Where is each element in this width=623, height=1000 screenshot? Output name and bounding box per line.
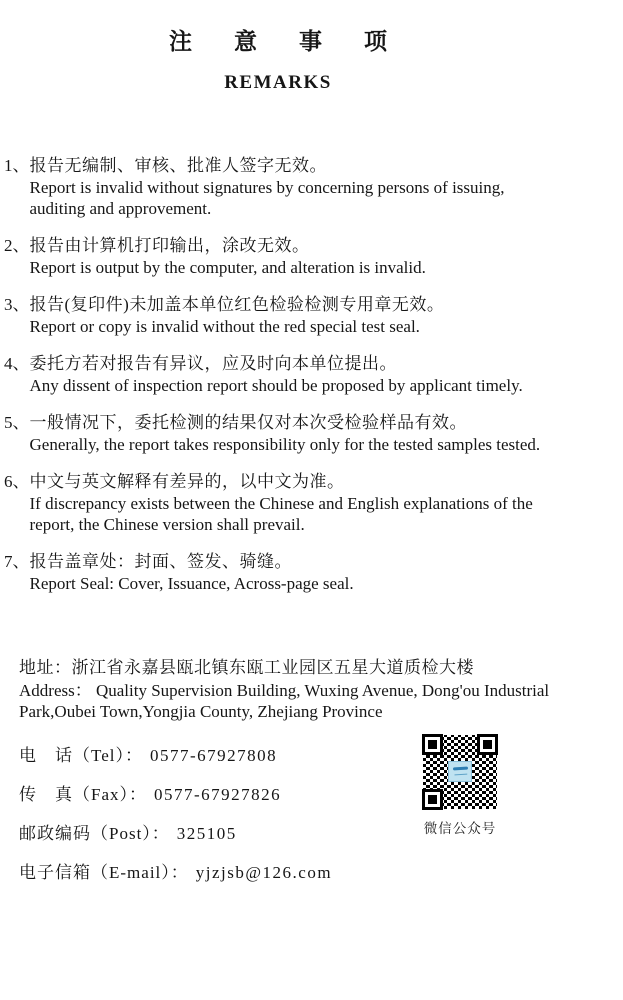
wechat-qr-label: 微信公众号 xyxy=(423,821,497,836)
contact-row-fax xyxy=(19,785,623,805)
remark-body xyxy=(30,550,617,594)
remarks-list xyxy=(4,154,623,594)
fax-value: 0577-67927826 xyxy=(154,785,282,804)
remark-text-en: Report is invalid without signatures by concerning persons of issuing, xyxy=(29,178,505,197)
remark-text-en: auditing and approvement. xyxy=(29,199,212,218)
qr-finder-top-right xyxy=(477,734,498,755)
page-header xyxy=(0,0,556,96)
post-value: 325105 xyxy=(176,824,237,843)
remark-body xyxy=(30,154,617,219)
address-cn: 地址：浙江省永嘉县瓯北镇东瓯工业园区五星大道质检大楼 xyxy=(19,658,474,677)
remark-item-1 xyxy=(4,154,616,219)
page-title-en: REMARKS xyxy=(224,72,332,93)
remark-number: 4、 xyxy=(4,354,30,373)
remark-item-3 xyxy=(4,293,616,337)
remark-number: 1、 xyxy=(4,156,30,175)
remark-number: 6、 xyxy=(4,472,30,491)
remark-text-cn: 一般情况下，委托检测的结果仅对本次受检验样品有效。 xyxy=(29,413,467,432)
tel-label: 电 话（Tel）： xyxy=(19,746,143,765)
remark-body xyxy=(30,470,617,535)
page-title-cn-text: 注意事项 xyxy=(169,29,429,54)
remark-number: 7、 xyxy=(4,552,30,571)
page-title-cn xyxy=(0,26,556,58)
tel-value: 0577-67927808 xyxy=(149,746,278,765)
qr-center-logo xyxy=(448,761,472,782)
remark-number: 5、 xyxy=(4,413,30,432)
remark-item-4 xyxy=(4,352,616,396)
remark-text-cn: 委托方若对报告有异议，应及时向本单位提出。 xyxy=(29,354,397,373)
address-en: Park,Oubei Town,Yongjia County, Zhejiang Province xyxy=(19,702,383,721)
remark-text-en: Report Seal: Cover, Issuance, Across-page seal. xyxy=(29,574,354,593)
email-value: yjzjsb@126.com xyxy=(195,863,333,882)
contact-row-email xyxy=(19,863,623,883)
remark-item-2 xyxy=(4,234,616,278)
remark-text-cn: 中文与英文解释有差异的，以中文为准。 xyxy=(29,472,345,491)
wechat-qr-code xyxy=(421,733,499,811)
remark-text-cn: 报告由计算机打印输出，涂改无效。 xyxy=(29,236,310,255)
remark-body xyxy=(30,352,617,396)
remark-text-en: Generally, the report takes responsibility only for the tested samples tested. xyxy=(29,435,541,454)
remark-text-en: Report or copy is invalid without the red special test seal. xyxy=(29,317,420,336)
contact-row-tel xyxy=(19,746,623,766)
qr-finder-bottom-left xyxy=(422,789,443,810)
remark-text-en: If discrepancy exists between the Chinese and English explanations of the xyxy=(29,494,533,513)
remark-item-7 xyxy=(4,550,616,594)
post-label: 邮政编码（Post）： xyxy=(19,824,170,843)
remark-item-6 xyxy=(4,470,616,535)
fax-label: 传 真（Fax）： xyxy=(19,785,147,804)
remark-body xyxy=(30,411,617,455)
remark-text-cn: 报告盖章处：封面、签发、骑缝。 xyxy=(29,552,292,571)
remark-body xyxy=(30,293,617,337)
email-label: 电子信箱（E-mail）： xyxy=(19,863,189,882)
remark-text-en: Any dissent of inspection report should be proposed by applicant timely. xyxy=(29,376,523,395)
remark-number: 3、 xyxy=(4,295,30,314)
remark-text-en: report, the Chinese version shall prevail. xyxy=(29,515,305,534)
qr-finder-top-left xyxy=(422,734,443,755)
remark-body xyxy=(30,234,617,278)
contact-row-post xyxy=(19,824,623,844)
footer-contact-block xyxy=(19,656,623,883)
contacts-list xyxy=(19,746,623,883)
remark-text-cn: 报告无编制、审核、批准人签字无效。 xyxy=(29,156,327,175)
remark-number: 2、 xyxy=(4,236,30,255)
address-en: Address： Quality Supervision Building, Wuxing Avenue, Dong'ou Industrial xyxy=(19,681,550,700)
remark-text-en: Report is output by the computer, and alteration is invalid. xyxy=(29,258,426,277)
remark-item-5 xyxy=(4,411,616,455)
remark-text-cn: 报告(复印件)未加盖本单位红色检验检测专用章无效。 xyxy=(29,295,445,314)
